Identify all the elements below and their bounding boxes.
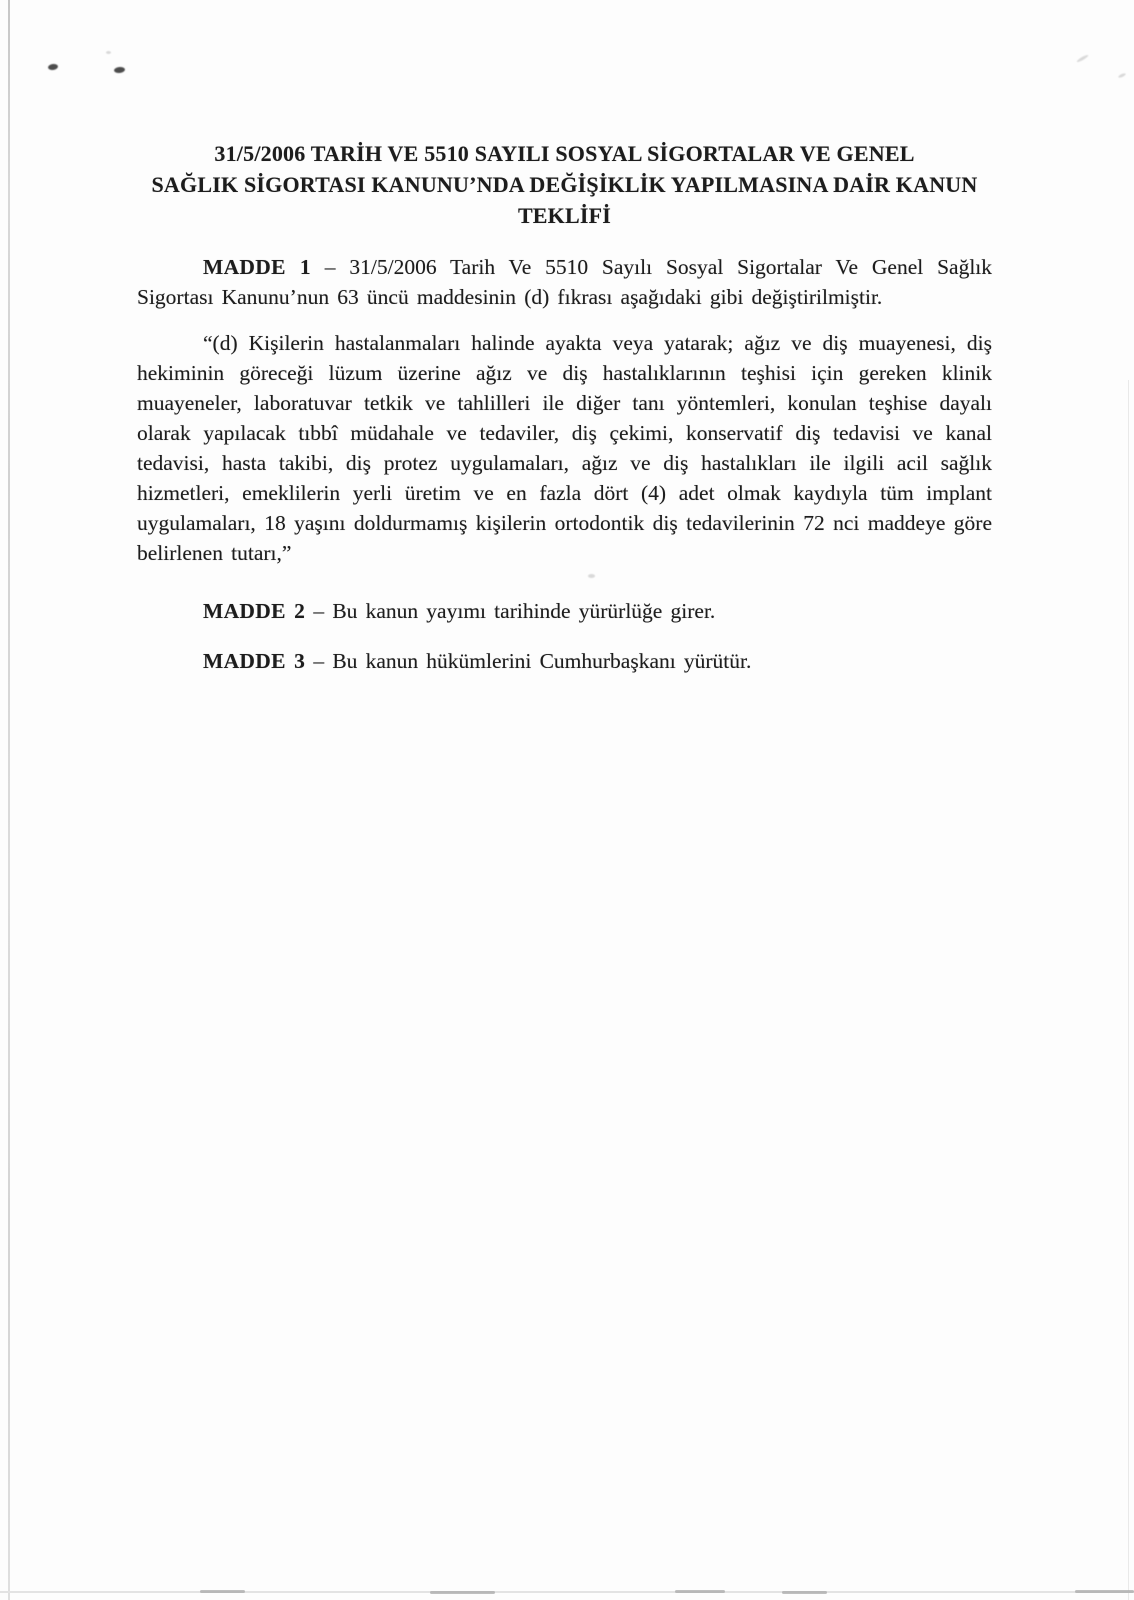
document-title bbox=[137, 138, 992, 231]
article-1-text: 31/5/2006 Tarih Ve 5510 Sayılı Sosyal Sigortalar Ve Genel Sağlık Sigortası Kanunu’nun 63 üncü maddesinin (d) fıkrası aşağıdaki gibi değiştirilmiştir. bbox=[137, 255, 993, 309]
article-3-label: MADDE 3 bbox=[203, 649, 306, 673]
article-3-paragraph bbox=[137, 646, 992, 676]
article-2-label: MADDE 2 bbox=[203, 599, 306, 623]
scan-smudge bbox=[48, 63, 59, 70]
scan-smudge bbox=[114, 66, 126, 73]
article-1-paragraph bbox=[137, 252, 992, 312]
article-2-dash: – bbox=[313, 599, 325, 623]
scan-bottom-dash bbox=[782, 1591, 827, 1594]
scan-smudge bbox=[1118, 72, 1127, 78]
article-1-label: MADDE 1 bbox=[203, 255, 311, 279]
article-3-text: Bu kanun hükümlerini Cumhurbaşkanı yürütür. bbox=[332, 649, 752, 673]
title-line-3: TEKLİFİ bbox=[517, 203, 612, 228]
scan-bottom-dash bbox=[430, 1591, 495, 1594]
article-2-text: Bu kanun yayımı tarihinde yürürlüğe girer. bbox=[332, 599, 716, 623]
scan-bottom-edge-line bbox=[0, 1591, 1134, 1593]
scan-right-edge-line bbox=[1128, 380, 1129, 1600]
scan-left-edge-line bbox=[8, 0, 10, 1600]
scan-bottom-dash bbox=[200, 1590, 245, 1593]
scan-bottom-dash bbox=[675, 1590, 725, 1593]
document-content bbox=[137, 138, 992, 676]
title-line-1: 31/5/2006 TARİH VE 5510 SAYILI SOSYAL SİGORTALAR VE GENEL bbox=[214, 141, 915, 166]
title-line-2: SAĞLIK SİGORTASI KANUNU’NDA DEĞİŞİKLİK YAPILMASINA DAİR KANUN bbox=[151, 172, 978, 197]
scan-smudge bbox=[106, 51, 111, 54]
scan-smudge bbox=[1076, 54, 1089, 63]
scan-bottom-dash bbox=[1075, 1590, 1134, 1593]
article-2-paragraph bbox=[137, 596, 992, 626]
amended-clause-paragraph: “(d) Kişilerin hastalanmaları halinde ayakta veya yatarak; ağız ve diş muayenesi, diş hekiminin göreceği lüzum üzerine ağız ve diş hastalıklarının teşhisi için gereken klinik muayeneler, laboratuvar tetkik ve tahlilleri ile diğer tanı yöntemleri, konulan teşhise dayalı olarak yapılacak tıbbî müdahale ve tedaviler, diş çekimi, konservatif diş tedavisi ve kanal tedavisi, hasta takibi, diş protez uygulamaları, ağız ve diş hastalıkları ile ilgili acil sağlık hizmetleri, emeklilerin yerli üretim ve en fazla dört (4) adet olmak kaydıyla tüm implant uygulamaları, 18 yaşını doldurmamış kişilerin ortodontik diş tedavilerinin 72 nci maddeye göre belirlenen tutarı,” bbox=[137, 331, 992, 565]
article-3-dash: – bbox=[313, 649, 325, 673]
article-1-dash: – bbox=[324, 255, 336, 279]
